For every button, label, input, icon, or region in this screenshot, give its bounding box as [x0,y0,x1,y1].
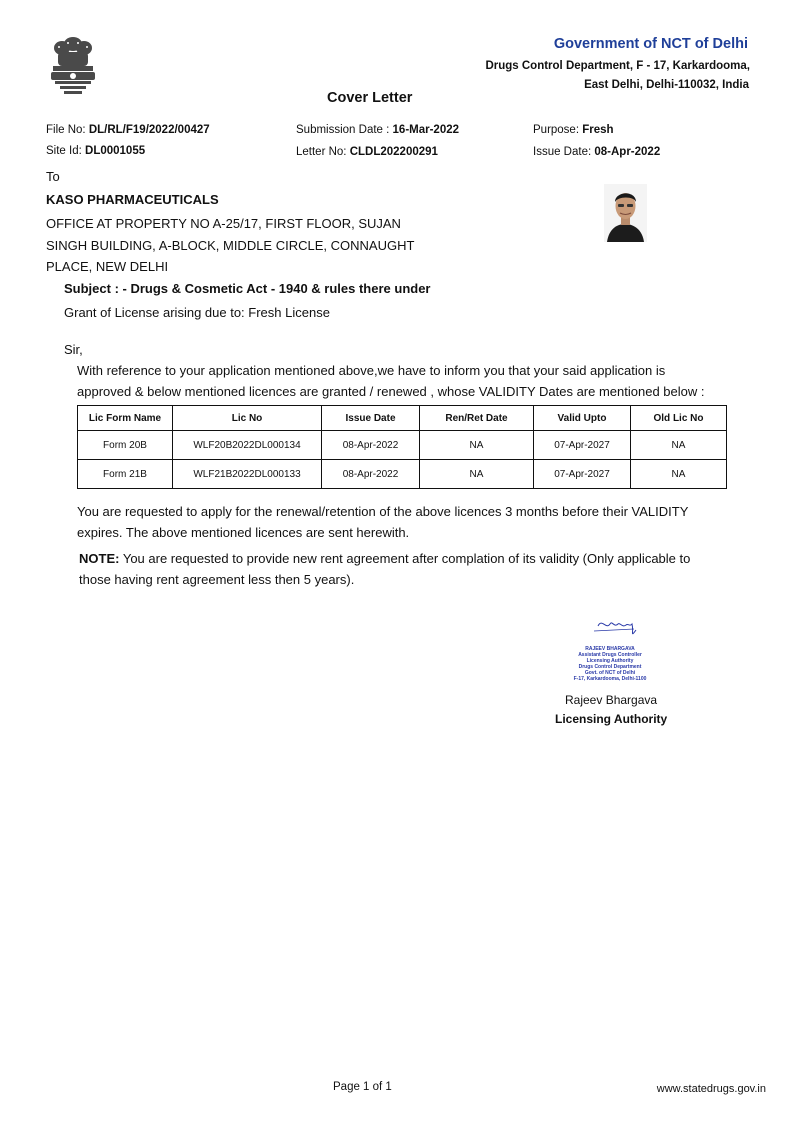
license-table [77,405,727,489]
purpose-label: Purpose: [533,124,580,136]
renewal-line1: You are requested to apply for the renewal/retention of the above licences 3 months before their VALIDITY [77,504,689,519]
file-no-label: File No: [46,124,86,136]
stamp-line6: F-17, Karkardooma, Delhi-1100 [573,676,647,682]
col-lic-no: Lic No [173,406,322,431]
intro-paragraph [77,360,737,402]
state-emblem-icon [44,34,102,96]
intro-line2: approved & below mentioned licences are granted / renewed , whose VALIDITY Dates are mentioned below : [77,384,705,399]
table-cell: 07-Apr-2027 [534,460,631,489]
stamp-line3: Licensing Authority [586,658,634,664]
letter-no [296,146,438,158]
signatory-name: Rajeev Bhargava [565,693,658,707]
footer-url: www.statedrugs.gov.in [656,1083,766,1095]
subject-line: Subject : - Drugs & Cosmetic Act - 1940 & rules there under [64,281,431,296]
to-label: To [46,169,60,184]
table-cell: 07-Apr-2027 [534,431,631,460]
table-row [78,460,727,489]
note-label: NOTE: [79,551,120,566]
table-header-row [78,406,727,431]
letter-no-value: CLDL202200291 [349,146,438,158]
table-cell: NA [420,460,534,489]
col-issue-date: Issue Date [322,406,420,431]
submission-date [296,124,459,136]
col-old-lic-no: Old Lic No [631,406,727,431]
table-cell: Form 20B [78,431,173,460]
table-cell: NA [420,431,534,460]
table-cell: WLF20B2022DL000134 [173,431,322,460]
signatory-role: Licensing Authority [555,712,668,726]
note-text1: You are requested to provide new rent agreement after complation of its validity (Only applicable to [122,551,691,566]
applicant-photo [604,184,647,242]
renewal-line2: expires. The above mentioned licences are sent herewith. [77,525,410,540]
salutation: Sir, [64,342,83,357]
site-id [46,145,145,157]
table-cell: WLF21B2022DL000133 [173,460,322,489]
submission-date-value: 16-Mar-2022 [392,124,460,136]
note-paragraph [79,548,739,590]
renewal-paragraph [77,501,737,543]
letter-no-label: Letter No: [296,146,347,158]
page-number: Page 1 of 1 [333,1081,392,1093]
site-id-value: DL0001055 [85,145,146,157]
site-id-label: Site Id: [46,145,82,157]
purpose-value: Fresh [582,124,614,136]
table-cell: Form 21B [78,460,173,489]
intro-line1: With reference to your application mentioned above,we have to inform you that your said application is [77,363,666,378]
note-line2: those having rent agreement less then 5 years). [79,572,355,587]
purpose [533,124,614,136]
company-name: KASO PHARMACEUTICALS [46,192,219,207]
note-line1 [79,548,739,569]
table-cell: NA [631,460,727,489]
table-row [78,431,727,460]
file-no [46,124,210,136]
issue-date-value: 08-Apr-2022 [594,146,661,158]
document-title: Cover Letter [327,90,413,106]
stamp-line4: Drugs Control Department [578,664,642,670]
company-address [46,213,446,278]
table-cell: NA [631,431,727,460]
stamp-line5: Govt. of NCT of Delhi [584,670,636,676]
grant-line: Grant of License arising due to: Fresh License [64,305,330,320]
stamp-line2: Assistant Drugs Controller [578,652,642,658]
department-address-line1: Drugs Control Department, F - 17, Karkardooma, [485,60,750,72]
file-no-value: DL/RL/F19/2022/00427 [88,124,210,136]
table-cell: 08-Apr-2022 [322,460,420,489]
address-line1: OFFICE AT PROPERTY NO A-25/17, FIRST FLOOR, SUJAN [46,216,401,231]
government-name: Government of NCT of Delhi [553,36,748,52]
issue-date-label: Issue Date: [533,146,592,158]
department-address-line2: East Delhi, Delhi-110032, India [584,79,749,91]
issue-date [533,146,660,158]
col-ren-ret-date: Ren/Ret Date [420,406,534,431]
address-line2: SINGH BUILDING, A-BLOCK, MIDDLE CIRCLE, CONNAUGHT [46,237,415,253]
stamp-line1: RAJEEV BHARGAVA [585,646,635,652]
signature-stamp [566,612,656,688]
col-lic-form-name: Lic Form Name [78,406,173,431]
table-cell: 08-Apr-2022 [322,431,420,460]
address-line3: PLACE, NEW DELHI [46,259,169,274]
submission-date-label: Submission Date : [296,124,390,136]
col-valid-upto: Valid Upto [534,406,631,431]
